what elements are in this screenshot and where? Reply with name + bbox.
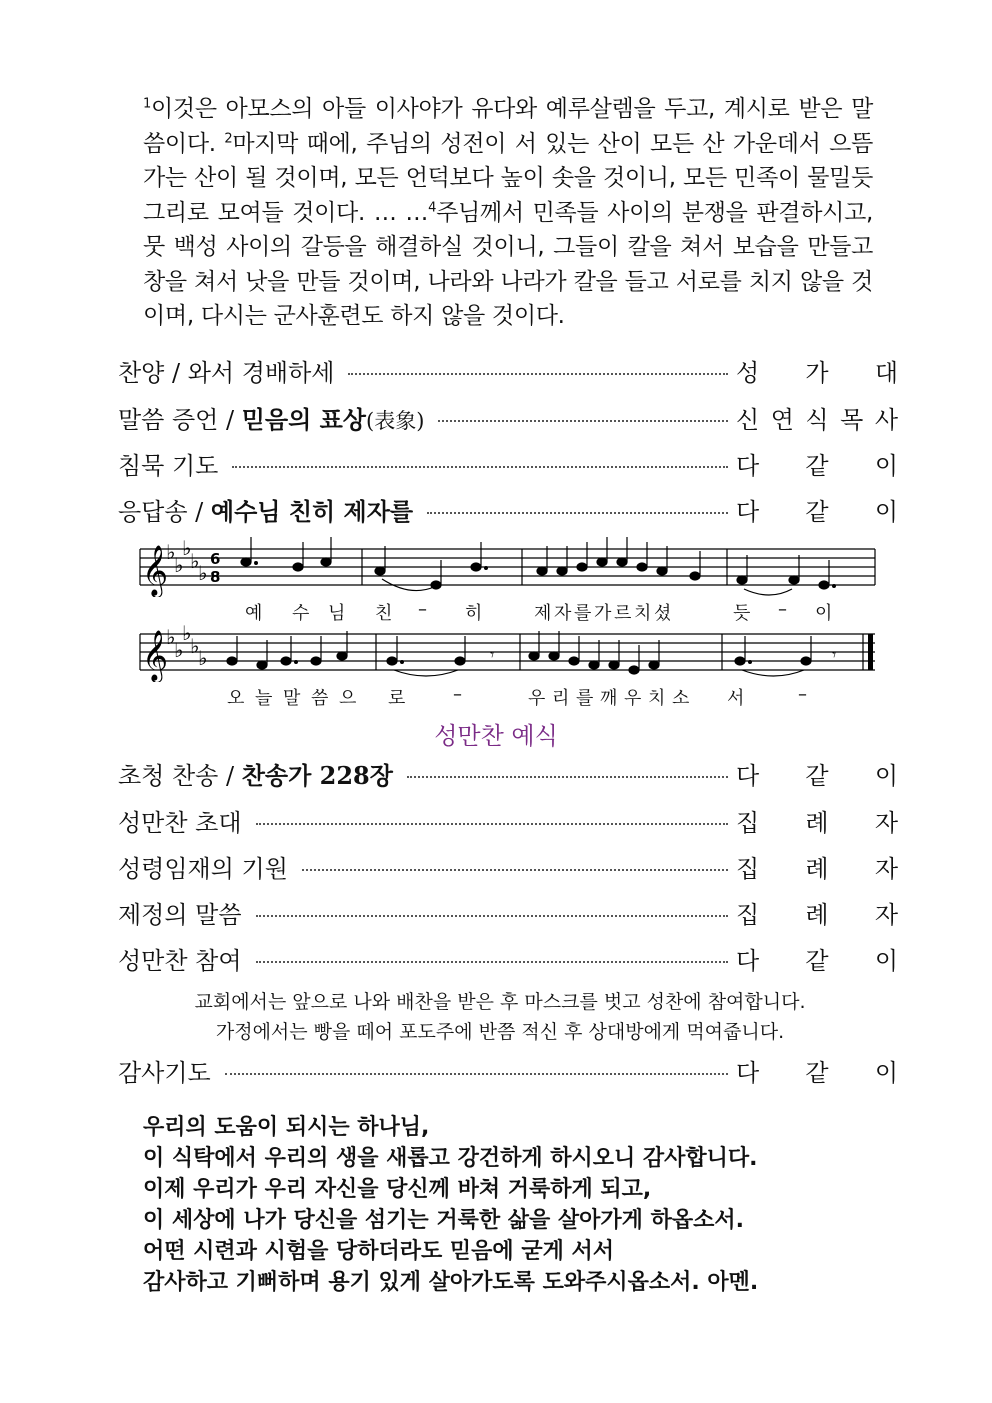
- service-item: [118, 938, 898, 978]
- service-item-leader: 신 연 식 목 사: [736, 405, 898, 434]
- service-item-leader: 다 같 이: [736, 497, 898, 526]
- scripture-passage: [143, 92, 873, 334]
- service-item-title: 감사기도: [118, 1058, 211, 1087]
- service-item-title: 성만찬 초대: [118, 808, 242, 837]
- leader-dots: [232, 466, 728, 468]
- verse-number: 1: [143, 96, 151, 112]
- svg-text:𝄾: 𝄾: [490, 645, 495, 664]
- leader-dots: [302, 869, 728, 871]
- music-staff-line-1: [130, 535, 880, 597]
- verse-text: 이것은 아모스의 아들 이사야가 유다와 예루살렘을 두고, 계시로 받은 말씀이다.: [143, 96, 873, 157]
- service-item-leader: 다 같 이: [736, 1058, 898, 1087]
- leader-dots: [427, 512, 728, 514]
- verse-number: 4: [428, 199, 437, 215]
- service-item-leader: 집 례 자: [736, 900, 898, 929]
- service-item-title: 말씀 증언 / 믿음의 표상(表象): [118, 404, 425, 434]
- svg-text:♭: ♭: [198, 561, 208, 585]
- leader-dots: [256, 915, 728, 917]
- service-item-title: 제정의 말씀: [118, 900, 242, 929]
- hymn-lyrics-line-1: 예 수 님 친 – 히 제 자 를 가 르 치 셨 듯 – 이: [245, 599, 833, 624]
- service-item: [118, 443, 898, 483]
- service-item-leader: 성 가 대: [736, 358, 898, 387]
- section-heading: 성만찬 예식: [434, 722, 558, 750]
- treble-clef-icon: 𝄞: [142, 545, 169, 596]
- svg-text:♭: ♭: [190, 634, 200, 658]
- svg-text:8: 8: [210, 568, 221, 586]
- service-item: [118, 892, 898, 932]
- key-signature-flats-icon: [166, 536, 207, 585]
- verse-number: 2: [224, 130, 233, 146]
- service-item: [118, 350, 898, 390]
- music-staff-line-2: [130, 620, 880, 682]
- svg-text:𝄾: 𝄾: [832, 645, 837, 664]
- service-item-leader: 다 같 이: [736, 761, 898, 790]
- music-notes: [241, 537, 835, 595]
- service-item-leader: 다 같 이: [736, 451, 898, 480]
- svg-text:♭: ♭: [166, 540, 176, 564]
- prayer-line: 어떤 시련과 시험을 당하더라도 믿음에 굳게 서서: [143, 1239, 614, 1264]
- verse-text: 주님께서 민족들 사이의 분쟁을 판결하시고, 뭇 백성 사이의 갈등을 해결하실 것이니, 그들이 칼을 쳐서 보습을 만들고 창을 쳐서 낫을 만들 것이며, 나라와 나라가 칼을 들고 서로를 치지 않을 것이며, 다시는 군사훈련도 하지 않을 것이다.: [143, 199, 873, 329]
- service-item-title: 찬양 / 와서 경배하세: [118, 358, 335, 387]
- leader-dots: [348, 373, 728, 375]
- prayer-line: 이제 우리가 우리 자신을 당신께 바쳐 거룩하게 되고,: [143, 1177, 652, 1202]
- service-item-leader: 집 례 자: [736, 808, 898, 837]
- hymn-lyrics-line-2: 오 늘 말 씀 으 로 – 우 리 를 깨 우 치 소 서 –: [227, 684, 807, 709]
- service-item-title: 침묵 기도: [118, 451, 219, 480]
- service-item: [118, 489, 898, 529]
- svg-text:♭: ♭: [190, 549, 200, 573]
- prayer-line: 이 세상에 나가 당신을 섬기는 거룩한 삶을 살아가게 하옵소서.: [143, 1208, 744, 1233]
- final-barline-icon: [868, 634, 873, 670]
- service-item-title: 초청 찬송 / 찬송가 228장: [118, 760, 393, 790]
- service-item: [118, 1050, 898, 1090]
- communion-note-home: 가정에서는 빵을 떼어 포도주에 반쯤 적신 후 상대방에게 먹여줍니다.: [215, 1021, 785, 1043]
- verse-text: 마지막 때에, 주님의 성전이 서 있는 산이 모든 산 가운데서 으뜸가는 산이 될 것이며, 모든 언덕보다 높이 솟을 것이니, 모든 민족이 물밀듯 그리로 모여들 것이다. … …: [143, 130, 873, 226]
- svg-text:♭: ♭: [182, 621, 192, 645]
- svg-text:♭: ♭: [198, 646, 208, 670]
- prayer-line: 우리의 도움이 되시는 하나님,: [143, 1115, 430, 1140]
- leader-dots: [407, 776, 728, 778]
- service-item: [118, 397, 898, 437]
- service-item-title: 성만찬 참여: [118, 946, 242, 975]
- service-item: [118, 800, 898, 840]
- service-item: [118, 846, 898, 886]
- service-item: [118, 753, 898, 793]
- prayer-line: 이 식탁에서 우리의 생을 새롭고 강건하게 하시오니 감사합니다.: [143, 1146, 758, 1171]
- leader-dots: [256, 823, 728, 825]
- svg-text:♭: ♭: [166, 625, 176, 649]
- music-notes: [227, 631, 836, 676]
- time-signature: [210, 550, 220, 586]
- service-item-leader: 다 같 이: [736, 946, 898, 975]
- svg-text:♭: ♭: [174, 638, 184, 662]
- prayer-line: 감사하고 기뻐하며 용기 있게 살아가도록 도와주시옵소서. 아멘.: [143, 1270, 759, 1295]
- svg-text:♭: ♭: [174, 553, 184, 577]
- thanksgiving-prayer: [143, 1112, 758, 1298]
- leader-dots: [225, 1073, 728, 1075]
- svg-text:♭: ♭: [182, 536, 192, 560]
- service-item-title: 성령임재의 기원: [118, 854, 288, 883]
- svg-text:6: 6: [210, 550, 221, 568]
- treble-clef-icon: 𝄞: [142, 630, 169, 681]
- service-item-title: 응답송 / 예수님 친히 제자를: [118, 496, 414, 526]
- key-signature-flats-icon: [166, 621, 207, 670]
- service-item-leader: 집 례 자: [736, 854, 898, 883]
- communion-note-church: 교회에서는 앞으로 나와 배찬을 받은 후 마스크를 벗고 성찬에 참여합니다.: [194, 991, 806, 1013]
- leader-dots: [438, 420, 728, 422]
- leader-dots: [256, 961, 728, 963]
